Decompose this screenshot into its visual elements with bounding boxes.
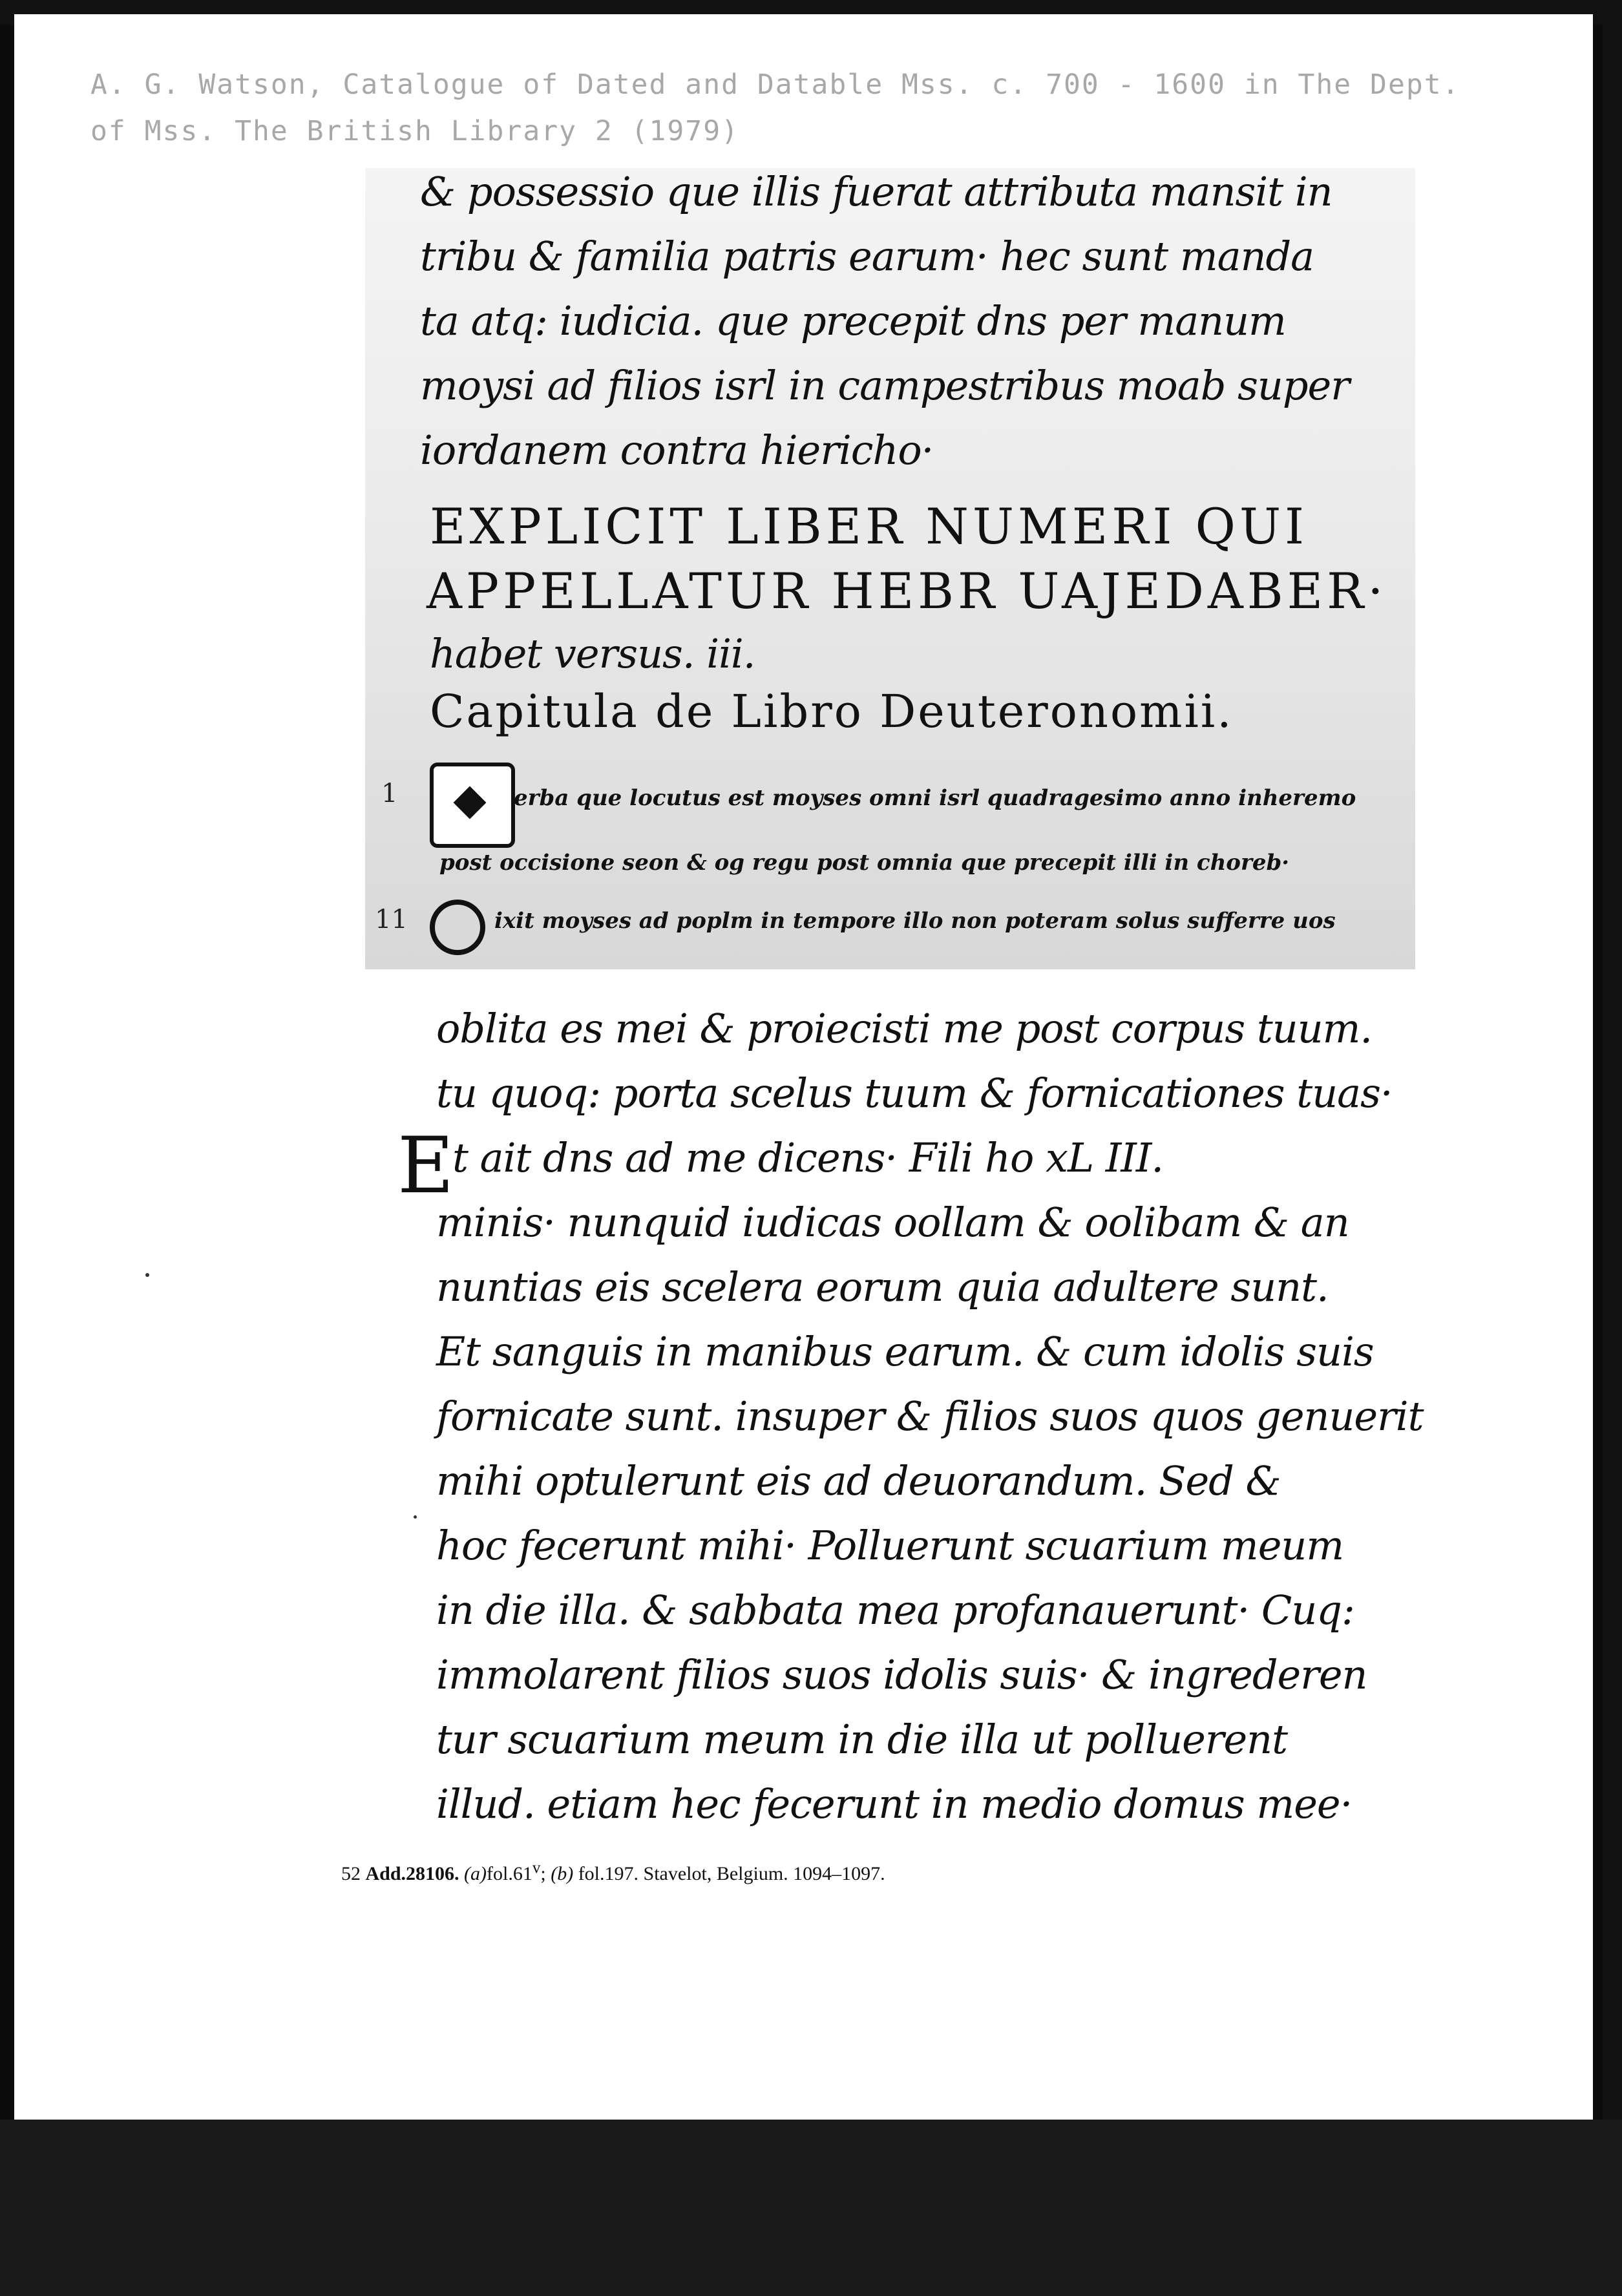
citation-line-2: of Mss. The British Library 2 (1979)	[90, 115, 739, 147]
chapter-number-1: 1	[381, 779, 398, 808]
habet-versus: habet versus. iii.	[430, 630, 755, 677]
plate-a-line-4: moysi ad filios isrl in campestribus moab super	[420, 362, 1349, 409]
plate-b-line-1: oblita es mei & proiecisti me post corpus tuum.	[436, 1005, 1373, 1052]
plate-caption	[341, 1859, 885, 1885]
scan-bottom-border	[0, 2120, 1622, 2296]
manuscript-plate-a	[365, 168, 1415, 969]
plate-b-line-6: Et sanguis in manibus earum. & cum idolis suis	[436, 1328, 1374, 1375]
scan-speck	[414, 1515, 417, 1519]
scan-speck	[145, 1273, 149, 1277]
appellatur-heading: APPELLATUR HEBR UAJEDABER·	[427, 562, 1387, 620]
citation-line-1: A. G. Watson, Catalogue of Dated and Datable Mss. c. 700 - 1600 in The Dept.	[90, 68, 1460, 101]
chapter-11-line-1: ixit moyses ad poplm in tempore illo non poteram solus sufferre uos	[494, 908, 1336, 934]
plate-a-line-3: ta atq: iudicia. que precepit dns per manum	[420, 297, 1286, 344]
chapter-1-line-2: post occisione seon & og regu post omnia que precepit illi in choreb·	[439, 850, 1290, 876]
plate-b-line-10: in die illa. & sabbata mea profanauerunt· Cuq:	[436, 1586, 1354, 1634]
chapter-number-11: 11	[375, 905, 408, 934]
plate-a-line-1: & possessio que illis fuerat attributa mansit in	[420, 168, 1332, 215]
caption-part-b-label: (b)	[551, 1863, 574, 1884]
chapter-1-line-1: erba que locutus est moyses omni isrl quadragesimo anno inheremo	[514, 785, 1356, 811]
capitula-heading: Capitula de Libro Deuteronomii.	[430, 685, 1234, 738]
scan-right-border	[1603, 0, 1622, 2296]
plate-b-line-3: t ait dns ad me dicens· Fili ho xL III.	[452, 1134, 1164, 1181]
diamond-ornament-icon	[454, 786, 487, 819]
plate-b-line-12: tur scuarium meum in die illa ut polluerent	[436, 1716, 1288, 1763]
plate-b-line-11: immolarent filios suos idolis suis· & ingrederen	[436, 1651, 1367, 1698]
initial-v-decorated	[430, 763, 515, 848]
plate-a-line-5: iordanem contra hiericho·	[420, 427, 934, 474]
plate-b-line-4: minis· nunquid iudicas oollam & oolibam & an	[436, 1199, 1349, 1246]
plate-b-line-7: fornicate sunt. insuper & filios suos quos genuerit	[436, 1393, 1424, 1440]
caption-part-a-label: (a)	[464, 1863, 487, 1884]
plate-b-line-2: tu quoq: porta scelus tuum & fornicationes tuas·	[436, 1069, 1393, 1117]
caption-number: 52	[341, 1863, 361, 1884]
initial-e: E	[397, 1121, 454, 1211]
plate-b-line-13: illud. etiam hec fecerunt in medio domus mee·	[436, 1780, 1353, 1827]
caption-part-b: fol.197. Stavelot, Belgium. 1094–1097.	[578, 1863, 885, 1884]
plate-b-line-5: nuntias eis scelera eorum quia adultere sunt.	[436, 1263, 1329, 1311]
citation-stamp	[90, 61, 1577, 154]
plate-b-line-9: hoc fecerunt mihi· Polluerunt scuarium meum	[436, 1522, 1344, 1569]
caption-part-a-sup: v	[532, 1859, 541, 1877]
explicit-heading: EXPLICIT LIBER NUMERI QUI	[430, 498, 1309, 555]
plate-b-line-8: mihi optulerunt eis ad deuorandum. Sed &	[436, 1457, 1281, 1504]
initial-d-round	[430, 900, 485, 955]
caption-separator: ;	[540, 1863, 546, 1884]
plate-a-line-2: tribu & familia patris earum· hec sunt manda	[420, 233, 1314, 280]
manuscript-plate-b	[388, 989, 1424, 1842]
caption-part-a: fol.61	[487, 1863, 532, 1884]
caption-shelfmark: Add.28106.	[365, 1863, 459, 1884]
